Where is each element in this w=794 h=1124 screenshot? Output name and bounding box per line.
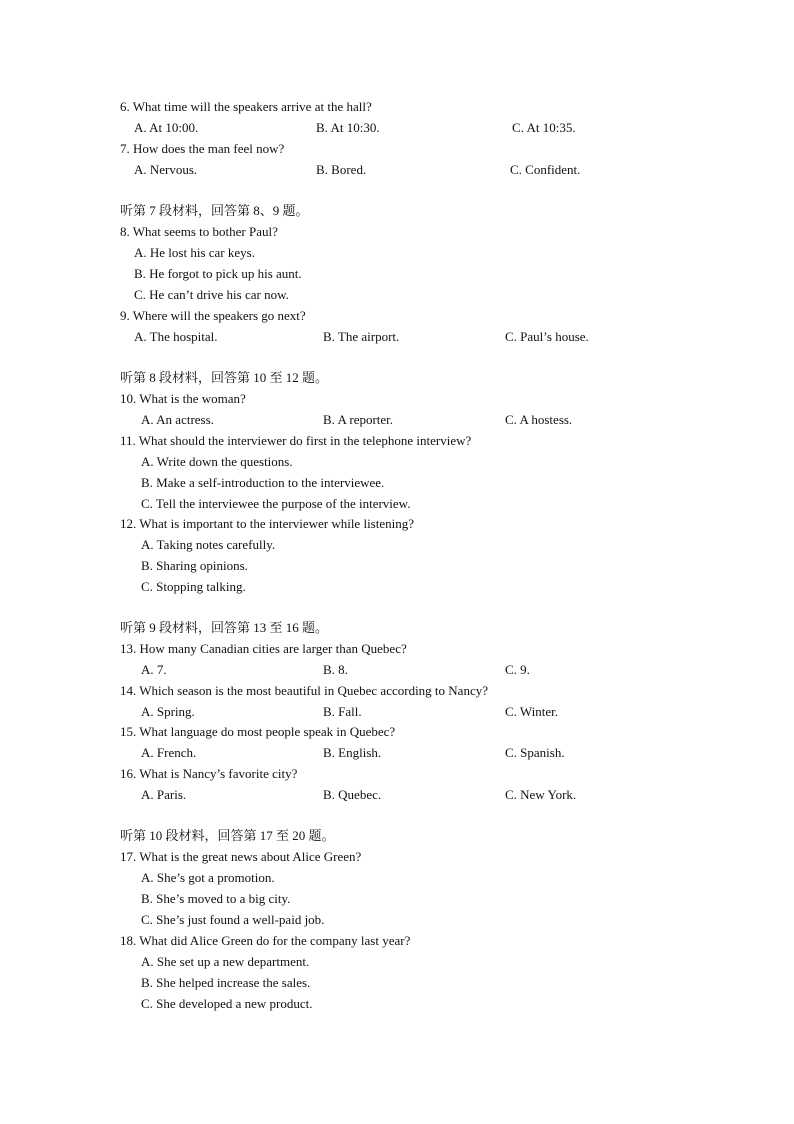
q10-option-b: B. A reporter. [323, 412, 394, 427]
q11-option-a: A. Write down the questions. [141, 454, 293, 469]
q18-option-c: C. She developed a new product. [141, 996, 313, 1011]
q9-option-a: A. The hospital. [134, 329, 218, 344]
question-7: 7. How does the man feel now? [120, 141, 285, 156]
q12-option-a: A. Taking notes carefully. [141, 537, 276, 552]
q6-option-a: A. At 10:00. [134, 120, 199, 135]
question-13: 13. How many Canadian cities are larger than Quebec? [120, 641, 407, 656]
q14-option-b: B. Fall. [323, 704, 362, 719]
q8-option-c: C. He can’t drive his car now. [134, 287, 289, 302]
question-9: 9. Where will the speakers go next? [120, 308, 306, 323]
q12-option-c: C. Stopping talking. [141, 579, 246, 594]
q17-option-b: B. She’s moved to a big city. [141, 891, 291, 906]
q7-option-a: A. Nervous. [134, 162, 198, 177]
q6-option-b: B. At 10:30. [316, 120, 380, 135]
q11-option-c: C. Tell the interviewee the purpose of the interview. [141, 496, 411, 511]
q16-option-a: A. Paris. [141, 787, 187, 802]
q13-option-a: A. 7. [141, 662, 167, 677]
q12-option-b: B. Sharing opinions. [141, 558, 248, 573]
q18-option-a: A. She set up a new department. [141, 954, 310, 969]
question-11: 11. What should the interviewer do first in the telephone interview? [120, 433, 472, 448]
question-12: 12. What is important to the interviewer while listening? [120, 516, 414, 531]
q7-option-b: B. Bored. [316, 162, 367, 177]
q17-option-c: C. She’s just found a well-paid job. [141, 912, 325, 927]
q7-option-c: C. Confident. [510, 162, 581, 177]
question-18: 18. What did Alice Green do for the company last year? [120, 933, 411, 948]
q8-option-a: A. He lost his car keys. [134, 245, 255, 260]
q14-option-c: C. Winter. [505, 704, 559, 719]
question-8: 8. What seems to bother Paul? [120, 224, 278, 239]
question-14: 14. Which season is the most beautiful in Quebec according to Nancy? [120, 683, 488, 698]
section-heading-9: 听第 9 段材料，回答第 13 至 16 题。 [120, 620, 329, 635]
q18-option-b: B. She helped increase the sales. [141, 975, 311, 990]
q16-option-c: C. New York. [505, 787, 577, 802]
q15-option-b: B. English. [323, 745, 382, 760]
question-10: 10. What is the woman? [120, 391, 246, 406]
q13-option-c: C. 9. [505, 662, 530, 677]
q15-option-a: A. French. [141, 745, 197, 760]
question-6: 6. What time will the speakers arrive at the hall? [120, 99, 372, 114]
q17-option-a: A. She’s got a promotion. [141, 870, 275, 885]
q9-option-b: B. The airport. [323, 329, 400, 344]
question-16: 16. What is Nancy’s favorite city? [120, 766, 298, 781]
q10-option-c: C. A hostess. [505, 412, 573, 427]
question-17: 17. What is the great news about Alice Green? [120, 849, 362, 864]
q14-option-a: A. Spring. [141, 704, 195, 719]
q10-option-a: A. An actress. [141, 412, 214, 427]
q9-option-c: C. Paul’s house. [505, 329, 589, 344]
section-heading-7: 听第 7 段材料，回答第 8、9 题。 [120, 203, 309, 218]
q13-option-b: B. 8. [323, 662, 348, 677]
q16-option-b: B. Quebec. [323, 787, 382, 802]
q8-option-b: B. He forgot to pick up his aunt. [134, 266, 302, 281]
section-heading-8: 听第 8 段材料，回答第 10 至 12 题。 [120, 370, 329, 385]
question-15: 15. What language do most people speak in Quebec? [120, 724, 396, 739]
section-heading-10: 听第 10 段材料，回答第 17 至 20 题。 [120, 828, 335, 843]
q11-option-b: B. Make a self-introduction to the interviewee. [141, 475, 385, 490]
q15-option-c: C. Spanish. [505, 745, 565, 760]
q6-option-c: C. At 10:35. [512, 120, 576, 135]
